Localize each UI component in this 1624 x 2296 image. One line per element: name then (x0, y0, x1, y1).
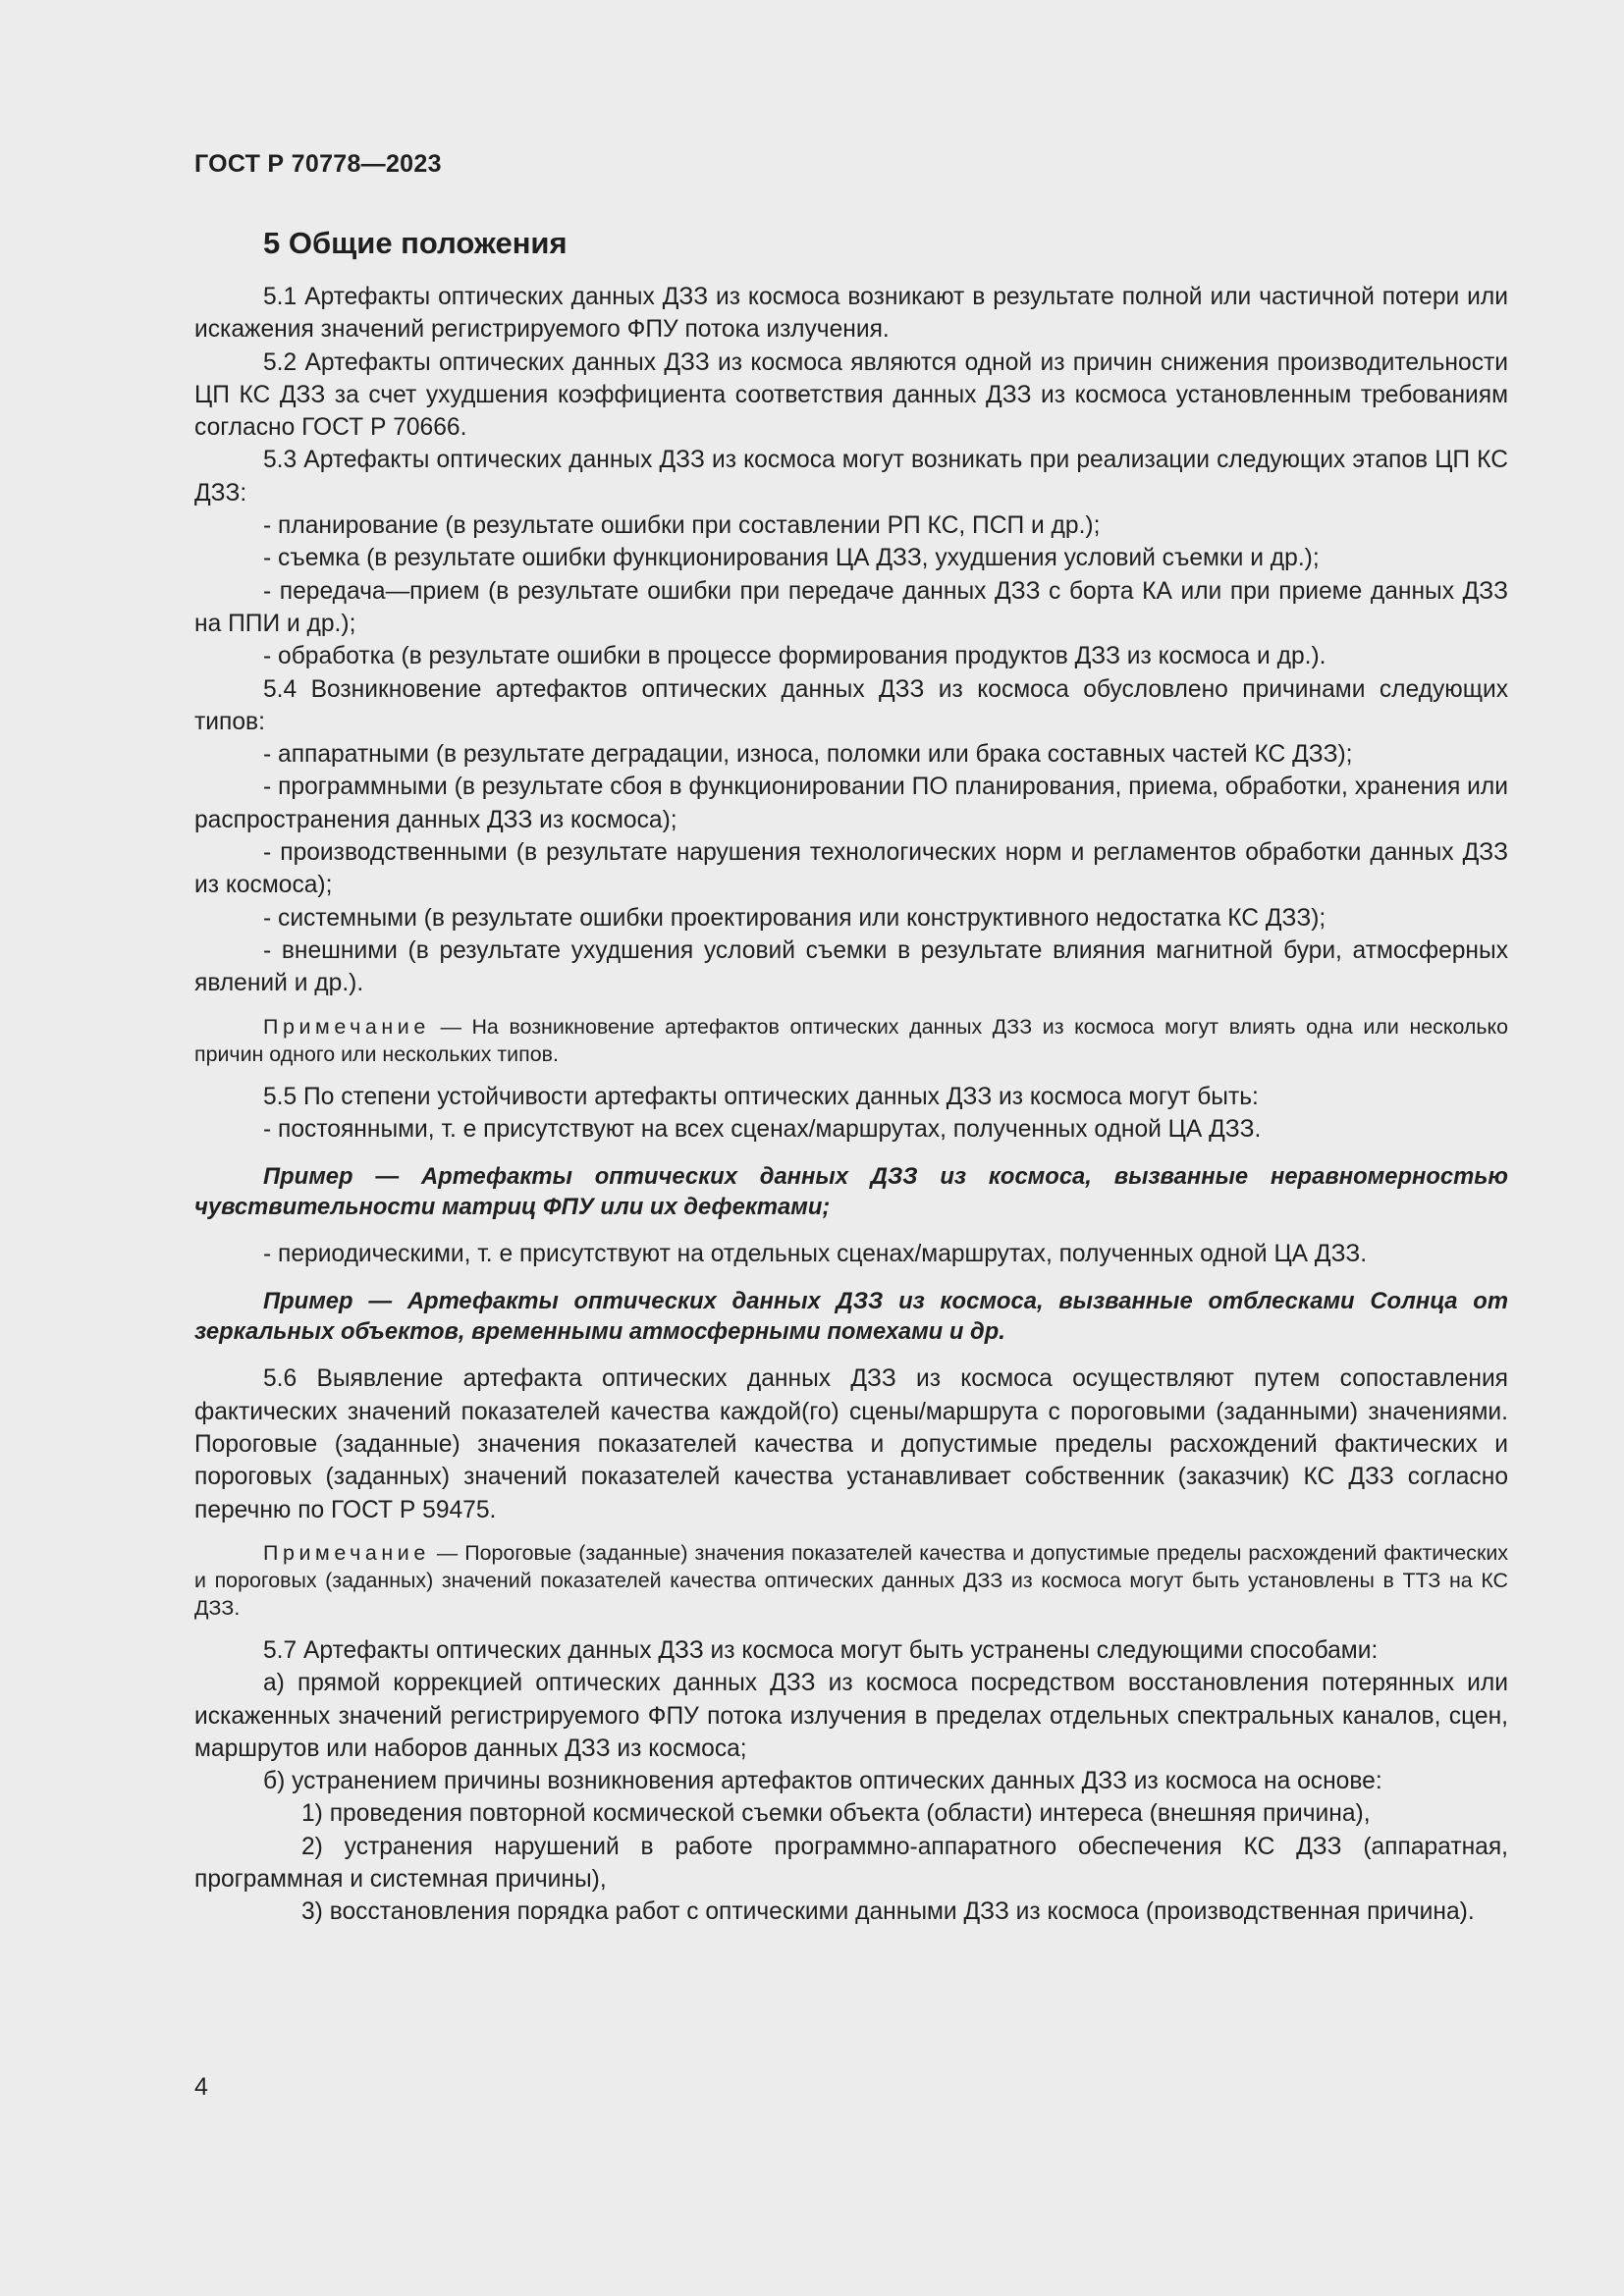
note-text: — На возникновение артефактов оптических данных ДЗЗ из космоса могут влиять одна или несколько причин одного или нескольких типов. (194, 1014, 1508, 1066)
list-item: - периодическими, т. е присутствуют на отдельных сценах/маршрутах, полученных одной ЦА ДЗЗ. (263, 1241, 1368, 1268)
list-item: - планирование (в результате ошибки при составлении РП КС, ПСП и др.); (263, 512, 1101, 540)
section-title: 5 Общие положения (263, 226, 568, 260)
page-number: 4 (194, 2073, 208, 2101)
note-1 (194, 1013, 1508, 1068)
paragraph-5-1: 5.1 Артефакты оптических данных ДЗЗ из космоса возникают в результате полной или частичной потери или искажения значений регистрируемого ФПУ потока излучения. (194, 284, 1508, 344)
list-item: - системными (в результате ошибки проектирования или конструктивного недостатка КС ДЗЗ); (263, 904, 1326, 932)
paragraph-5-7-a: а) прямой коррекцией оптических данных ДЗЗ из космоса посредством восстановления потерянных или искаженных значений регистрируемого ФПУ потока излучения в пределах отдельных спектральных каналов, сцен, маршрутов или наборов данных ДЗЗ из космоса; (194, 1670, 1508, 1762)
list-item: 1) проведения повторной космической съемки объекта (области) интереса (внешняя причина), (301, 1800, 1371, 1828)
paragraph-5-6: 5.6 Выявление артефакта оптических данных ДЗЗ из космоса осуществляют путем сопоставления фактических значений показателей качества каждой(го) сцены/маршрута с пороговыми (заданными) значениями. Пороговые (заданные) значения показателей качества и допустимые пределы расхождений фактических и пороговых (заданных) значений показателей качества устанавливает собственник (заказчик) КС ДЗЗ согласно перечню по ГОСТ Р 59475. (194, 1365, 1508, 1523)
document-body (194, 224, 1508, 1929)
list-item: - производственными (в результате нарушения технологических норм и регламентов обработки данных ДЗЗ из космоса); (194, 839, 1508, 899)
example-2: Пример — Артефакты оптических данных ДЗЗ из космоса, вызванные отблесками Солнца от зеркальных объектов, временными атмосферными помехами и др. (194, 1288, 1508, 1346)
paragraph-5-3: 5.3 Артефакты оптических данных ДЗЗ из космоса могут возникать при реализации следующих этапов ЦП КС ДЗЗ: (194, 447, 1508, 507)
paragraph-5-5: 5.5 По степени устойчивости артефакты оптических данных ДЗЗ из космоса могут быть: (263, 1083, 1259, 1110)
paragraph-5-4: 5.4 Возникновение артефактов оптических данных ДЗЗ из космоса обусловлено причинами следующих типов: (194, 675, 1508, 735)
example-1: Пример — Артефакты оптических данных ДЗЗ из космоса, вызванные неравномерностью чувствительности матриц ФПУ или их дефектами; (194, 1163, 1508, 1221)
note-label: Примечание (263, 1540, 430, 1565)
note-text: — Пороговые (заданные) значения показателей качества и допустимые пределы расхождений фактических и пороговых (заданных) значений показателей качества оптических данных ДЗЗ из космоса могут быть установлены в ТТЗ на КС ДЗЗ. (194, 1540, 1508, 1620)
note-label: Примечание (263, 1014, 430, 1039)
list-item: - съемка (в результате ошибки функционирования ЦА ДЗЗ, ухудшения условий съемки и др.); (263, 545, 1320, 572)
list-item: - обработка (в результате ошибки в процессе формирования продуктов ДЗЗ из космоса и др.). (263, 643, 1326, 670)
list-item: 3) восстановления порядка работ с оптическими данными ДЗЗ из космоса (производственная причина). (301, 1898, 1475, 1926)
paragraph-5-7-b: б) устранением причины возникновения артефактов оптических данных ДЗЗ из космоса на основе: (263, 1768, 1382, 1795)
paragraph-5-2: 5.2 Артефакты оптических данных ДЗЗ из космоса являются одной из причин снижения производительности ЦП КС ДЗЗ за счет ухудшения коэффициента соответствия данных ДЗЗ из космоса установленным требованиям согласно ГОСТ Р 70666. (194, 348, 1508, 442)
list-item: - передача—прием (в результате ошибки при передаче данных ДЗЗ с борта КА или при приеме данных ДЗЗ на ППИ и др.); (194, 577, 1508, 637)
note-2 (194, 1539, 1508, 1622)
list-item: - постоянными, т. е присутствуют на всех сценах/маршрутах, полученных одной ЦА ДЗЗ. (263, 1115, 1262, 1143)
document-header: ГОСТ Р 70778—2023 (194, 150, 442, 178)
paragraph-5-7: 5.7 Артефакты оптических данных ДЗЗ из космоса могут быть устранены следующими способами: (263, 1636, 1379, 1664)
list-item: - аппаратными (в результате деградации, износа, поломки или брака составных частей КС ДЗЗ); (263, 741, 1353, 769)
list-item: - программными (в результате сбоя в функционировании ПО планирования, приема, обработки, хранения или распространения данных ДЗЗ из космоса); (194, 774, 1508, 833)
list-item: - внешними (в результате ухудшения условий съемки в результате влияния магнитной бури, атмосферных явлений и др.). (194, 936, 1508, 997)
list-item: 2) устранения нарушений в работе программно-аппаратного обеспечения КС ДЗЗ (аппаратная, программная и системная причины), (194, 1833, 1508, 1893)
